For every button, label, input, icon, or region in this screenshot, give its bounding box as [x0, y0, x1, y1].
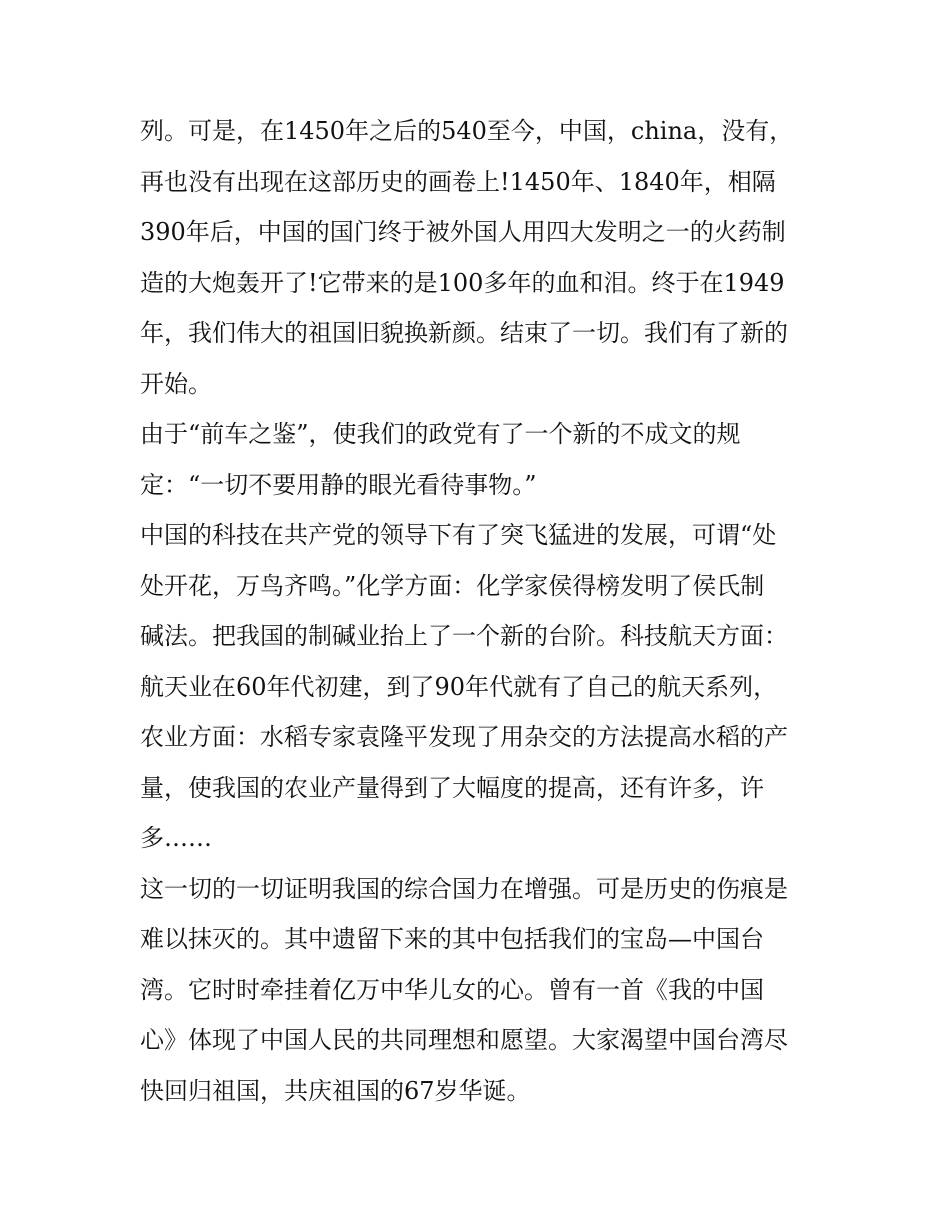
text-line: 造的大炮轰开了!它带来的是100多年的血和泪。终于在1949 — [140, 268, 785, 297]
text-line: 量，使我国的农业产量得到了大幅度的提高，还有许多，许 — [140, 773, 764, 802]
text-line: 快回归祖国，共庆祖国的67岁华诞。 — [140, 1076, 531, 1105]
text-line: 定：“一切不要用静的眼光看待事物。” — [140, 470, 537, 499]
text-line: 碱法。把我国的制碱业抬上了一个新的台阶。科技航天方面： — [140, 622, 788, 650]
text-line: 年，我们伟大的祖国旧貌换新颜。结束了一切。我们有了新的 — [140, 319, 788, 347]
text-line: 开始。 — [140, 369, 212, 398]
text-line: 农业方面：水稻专家袁隆平发现了用杂交的方法提高水稻的产 — [140, 723, 788, 751]
text-line: 处开花，万鸟齐鸣。”化学方面：化学家侯得榜发明了侯氏制 — [140, 571, 765, 600]
text-line: 多…… — [140, 824, 212, 852]
text-line: 再也没有出现在这部历史的画卷上!1450年、1840年，相隔 — [140, 167, 776, 196]
text-line: 航天业在60年代初建，到了90年代就有了自己的航天系列， — [140, 672, 778, 701]
text-line: 难以抹灭的。其中遗留下来的其中包括我们的宝岛—中国台 — [140, 925, 764, 953]
body-text — [140, 106, 840, 1116]
text-line: 中国的科技在共产党的领导下有了突飞猛进的发展，可谓“处 — [140, 521, 777, 549]
text-line: 由于“前车之鉴”，使我们的政党有了一个新的不成文的规 — [140, 420, 741, 448]
text-line: 这一切的一切证明我国的综合国力在增强。可是历史的伤痕是 — [140, 874, 788, 903]
text-line: 湾。它时时牵挂着亿万中华儿女的心。曾有一首《我的中国 — [140, 975, 764, 1004]
text-line: 心》体现了中国人民的共同理想和愿望。大家渴望中国台湾尽 — [140, 1026, 788, 1054]
text-line: 390年后，中国的国门终于被外国人用四大发明之一的火药制 — [140, 218, 786, 246]
text-line: 列。可是，在1450年之后的540至今，中国，china，没有， — [140, 117, 794, 145]
